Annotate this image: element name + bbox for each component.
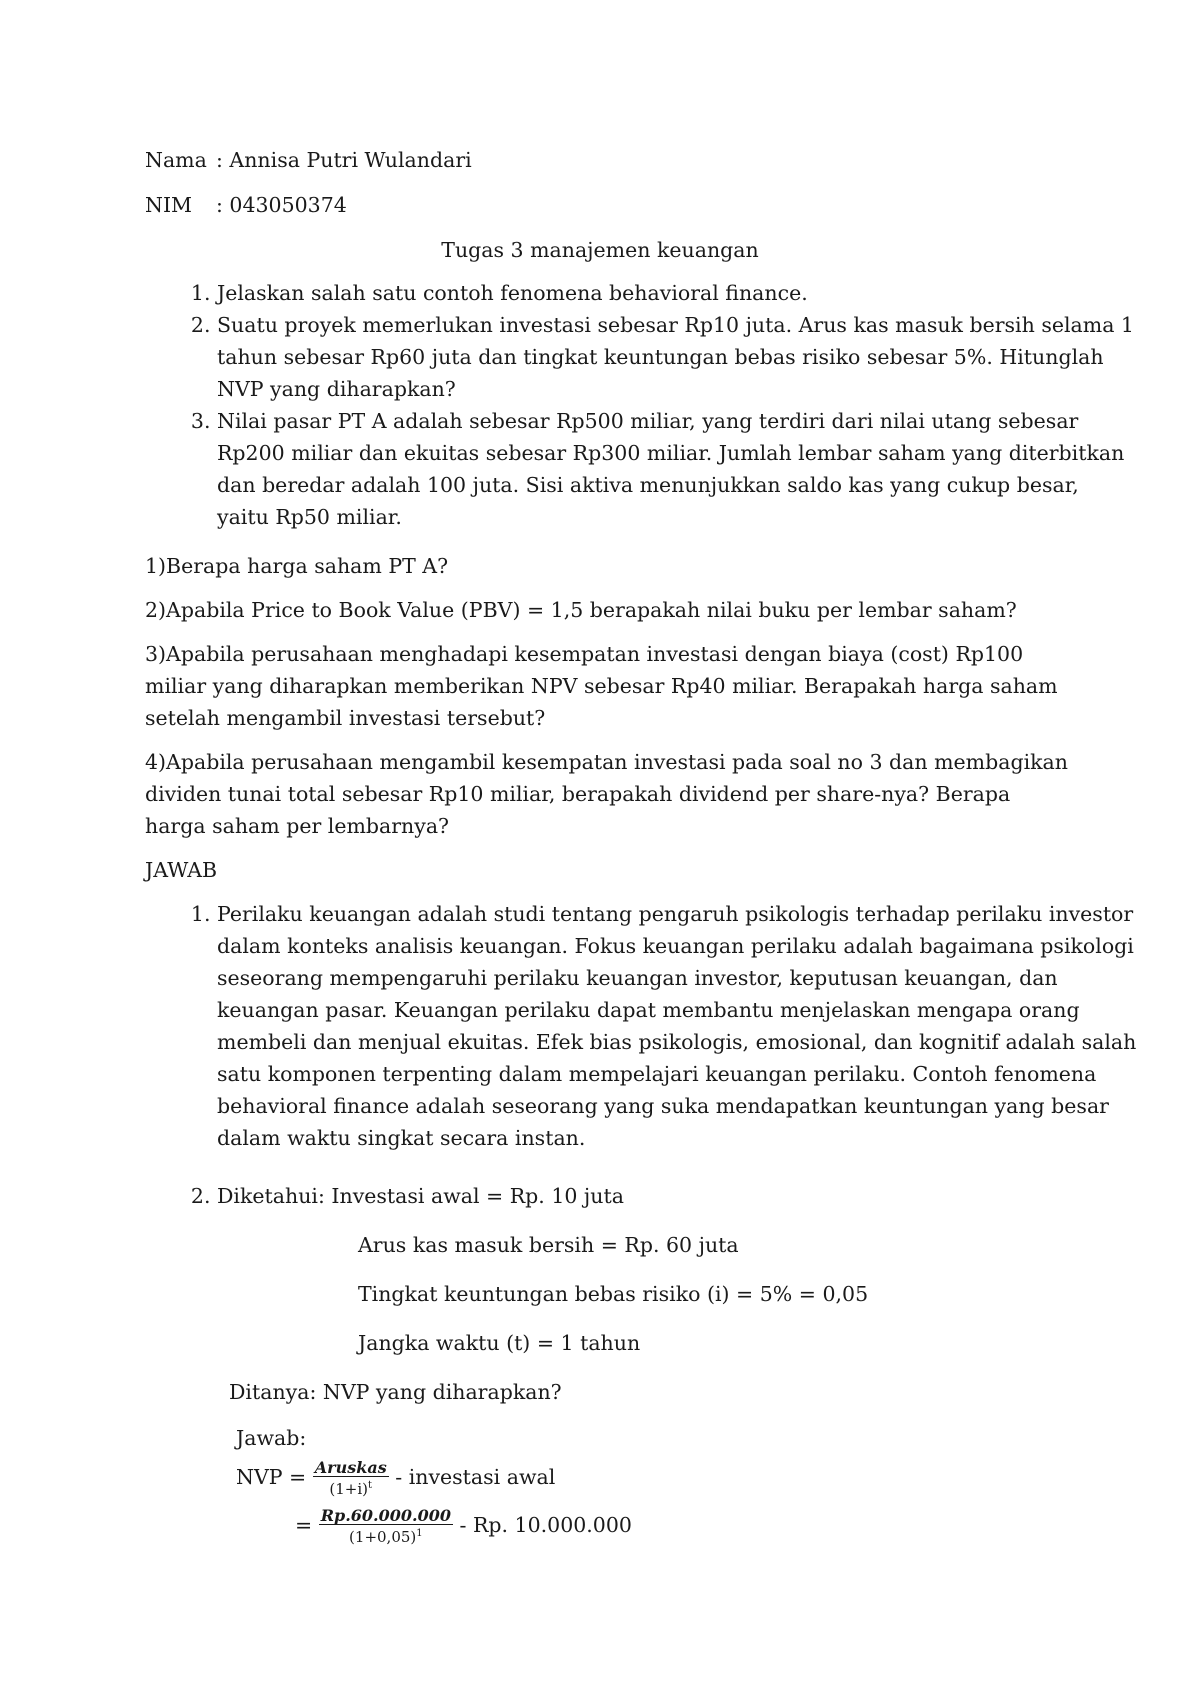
formula-numerator-2: Rp.60.000.000 (320, 1506, 451, 1525)
question-list (145, 277, 1137, 533)
answer-item-1: 1. Perilaku keuangan adalah studi tentang pengaruh psikologis terhadap perilaku investor dalam konteks analisis keuangan. Fokus keuangan perilaku adalah bagaimana psikologi seseorang mempengaruhi perilaku keuangan investor, keputusan keuangan, dan keuangan pasar. Keuangan perilaku dapat membantu menjelaskan mengapa orang membeli dan menjual ekuitas. Efek bias psikologis, emosional, dan kognitif adalah salah satu komponen terpenting dalam mempelajari keuangan perilaku. Contoh fenomena behavioral finance adalah seseorang yang suka mendapatkan keuntungan yang besar dalam waktu singkat secara instan. (217, 898, 1137, 1154)
subquestion-3: 3)Apabila perusahaan menghadapi kesempatan investasi dengan biaya (cost) Rp100 miliar yang diharapkan memberikan NPV sebesar Rp40 miliar. Berapakah harga saham setelah mengambil investasi tersebut? (145, 642, 1058, 730)
nim-value: : 043050374 (216, 193, 347, 217)
question-item: 3. Nilai pasar PT A adalah sebesar Rp500 miliar, yang terdiri dari nilai utang sebesar Rp200 miliar dan ekuitas sebesar Rp300 miliar. Jumlah lembar saham yang diterbitkan dan beredar adalah 100 juta. Sisi aktiva menunjukkan saldo kas yang cukup besar, yaitu Rp50 miliar. (217, 405, 1137, 533)
subquestion-1: 1)Berapa harga saham PT A? (145, 554, 449, 578)
answer-2-asked: Ditanya: NVP yang diharapkan? (229, 1380, 562, 1404)
formula-tail-2: - Rp. 10.000.000 (459, 1513, 632, 1537)
formula-denominator-2-base: (1+0,05) (349, 1528, 417, 1546)
formula-lhs: NVP = (236, 1465, 307, 1489)
answer-item-2-known: 2. Diketahui: Investasi awal = Rp. 10 juta (217, 1180, 1137, 1212)
formula-denominator-1-base: (1+i) (329, 1480, 369, 1498)
formula-denominator-2 (319, 1525, 453, 1545)
answer-2-period: Jangka waktu (t) = 1 tahun (358, 1331, 641, 1355)
nim-row (145, 189, 347, 221)
answer-list-2 (145, 1180, 1137, 1212)
formula-exponent-2: 1 (416, 1528, 423, 1539)
formula-numerator-1: Aruskas (314, 1458, 387, 1477)
name-row (145, 144, 472, 176)
answer-2-answer-label: Jawab: (236, 1426, 307, 1450)
subquestion-2: 2)Apabila Price to Book Value (PBV) = 1,5 berapakah nilai buku per lembar saham? (145, 598, 1017, 622)
npv-formula-line-2 (295, 1508, 632, 1545)
answer-list-1 (145, 898, 1137, 1154)
answer-heading: JAWAB (145, 858, 218, 882)
nim-label: NIM (145, 193, 193, 217)
answer-2-cash-flow: Arus kas masuk bersih = Rp. 60 juta (358, 1233, 739, 1257)
document-title: Tugas 3 manajemen keuangan (441, 238, 759, 262)
name-value: : Annisa Putri Wulandari (216, 148, 472, 172)
answer-2-rate: Tingkat keuntungan bebas risiko (i) = 5% = 0,05 (358, 1282, 869, 1306)
subquestion-4: 4)Apabila perusahaan mengambil kesempatan investasi pada soal no 3 dan membagikan dividen tunai total sebesar Rp10 miliar, berapakah dividend per share-nya? Berapa harga saham per lembarnya? (145, 750, 1068, 838)
formula-equals: = (295, 1513, 313, 1537)
npv-formula-line-1 (236, 1460, 555, 1497)
question-item: 1. Jelaskan salah satu contoh fenomena behavioral finance. (217, 277, 1137, 309)
formula-fraction-1 (313, 1460, 389, 1497)
formula-exponent-1: t (368, 1480, 373, 1491)
formula-fraction-2 (319, 1508, 453, 1545)
question-item: 2. Suatu proyek memerlukan investasi sebesar Rp10 juta. Arus kas masuk bersih selama 1 tahun sebesar Rp60 juta dan tingkat keuntungan bebas risiko sebesar 5%. Hitunglah NVP yang diharapkan? (217, 309, 1137, 405)
formula-denominator-1 (313, 1477, 389, 1497)
formula-tail-1: - investasi awal (395, 1465, 556, 1489)
name-label: Nama (145, 148, 207, 172)
